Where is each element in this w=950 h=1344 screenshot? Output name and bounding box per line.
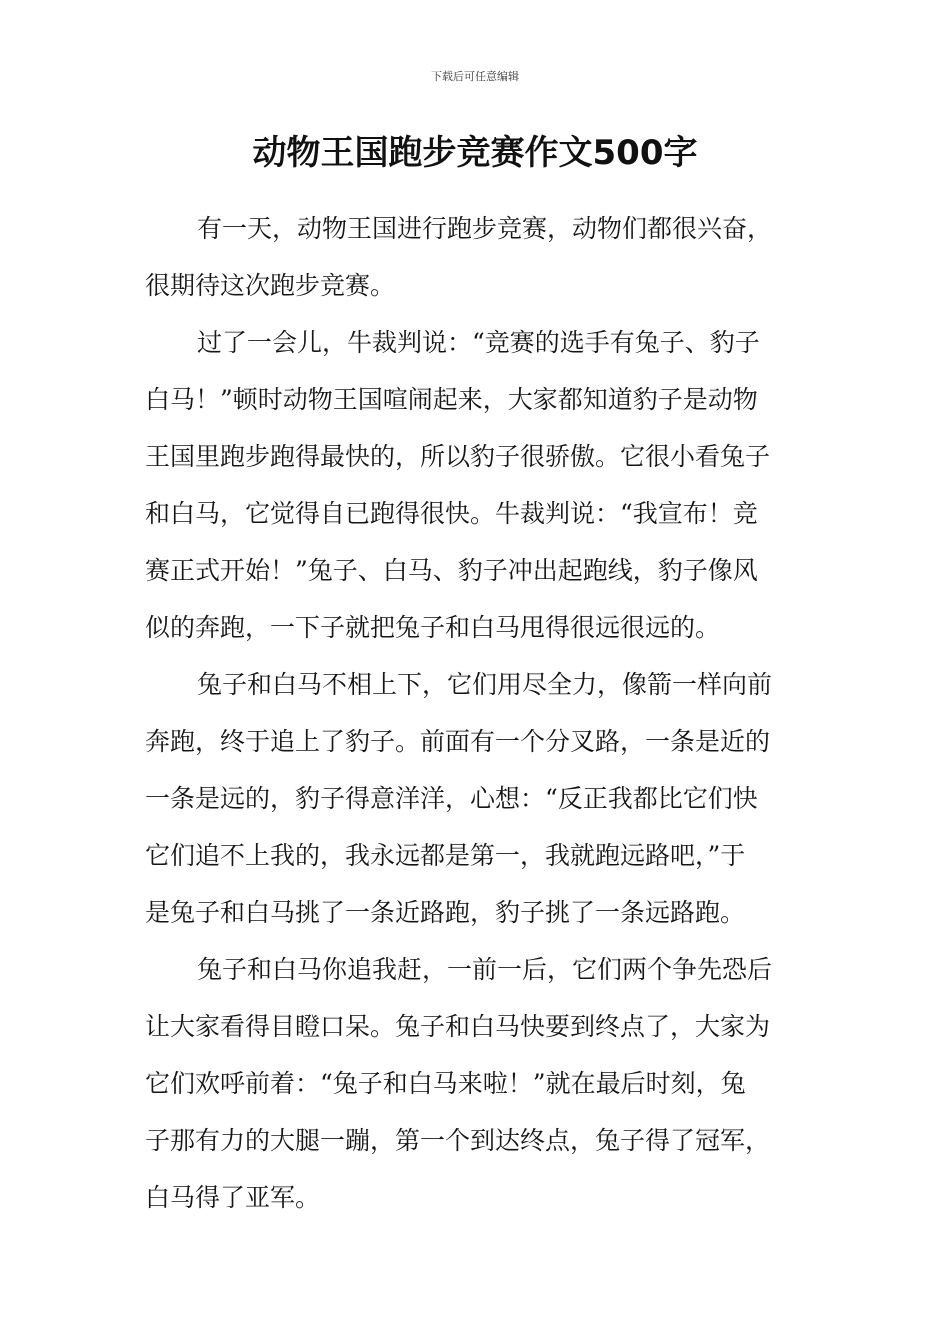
paragraph-line: 让大家看得目瞪口呆。兔子和白马快要到终点了，大家为 xyxy=(145,1012,771,1041)
paragraph-line: 似的奔跑，一下子就把兔子和白马甩得很远很远的。 xyxy=(145,613,721,642)
paragraph-line: 白马得了亚军。 xyxy=(145,1183,321,1212)
paragraph-line: 和白马，它觉得自已跑得很快。牛裁判说：“我宣布！竞 xyxy=(145,499,758,528)
paragraph-line: 子那有力的大腿一蹦，第一个到达终点，兔子得了冠军， xyxy=(145,1126,771,1155)
paragraph-line: 是兔子和白马挑了一条近路跑，豹子挑了一条远路跑。 xyxy=(145,898,746,927)
paragraph-line: 奔跑，终于追上了豹子。前面有一个分叉路，一条是近的 xyxy=(145,727,771,756)
paragraph-line: 它们欢呼前着：“兔子和白马来啦！”就在最后时刻，兔 xyxy=(145,1069,746,1098)
paragraph-line: 它们追不上我的，我永远都是第一，我就跑远路吧，”于 xyxy=(145,841,746,870)
paragraph-line: 一条是远的，豹子得意洋洋，心想：“反正我都比它们快 xyxy=(145,784,758,813)
paragraph-line: 过了一会儿，牛裁判说：“竞赛的选手有兔子、豹子 xyxy=(197,328,760,357)
paragraph-line: 很期待这次跑步竞赛。 xyxy=(145,271,396,300)
paragraph-line: 白马！”顿时动物王国喧闹起来，大家都知道豹子是动物 xyxy=(145,385,758,414)
essay-body xyxy=(145,200,807,1226)
essay-title: 动物王国跑步竞赛作文500字 xyxy=(252,133,698,173)
paragraph-line: 有一天，动物王国进行跑步竞赛，动物们都很兴奋， xyxy=(197,214,773,243)
paragraph-4 xyxy=(145,941,807,1226)
paragraph-2 xyxy=(145,314,807,656)
paragraph-line: 王国里跑步跑得最快的，所以豹子很骄傲。它很小看兔子 xyxy=(145,442,771,471)
header-note: 下载后可任意编辑 xyxy=(431,70,519,83)
paragraph-line: 赛正式开始！”兔子、白马、豹子冲出起跑线，豹子像风 xyxy=(145,556,758,585)
paragraph-line: 兔子和白马不相上下，它们用尽全力，像箭一样向前 xyxy=(197,670,773,699)
paragraph-3 xyxy=(145,656,807,941)
paragraph-1 xyxy=(145,200,807,314)
paragraph-line: 兔子和白马你追我赶，一前一后，它们两个争先恐后 xyxy=(197,955,773,984)
